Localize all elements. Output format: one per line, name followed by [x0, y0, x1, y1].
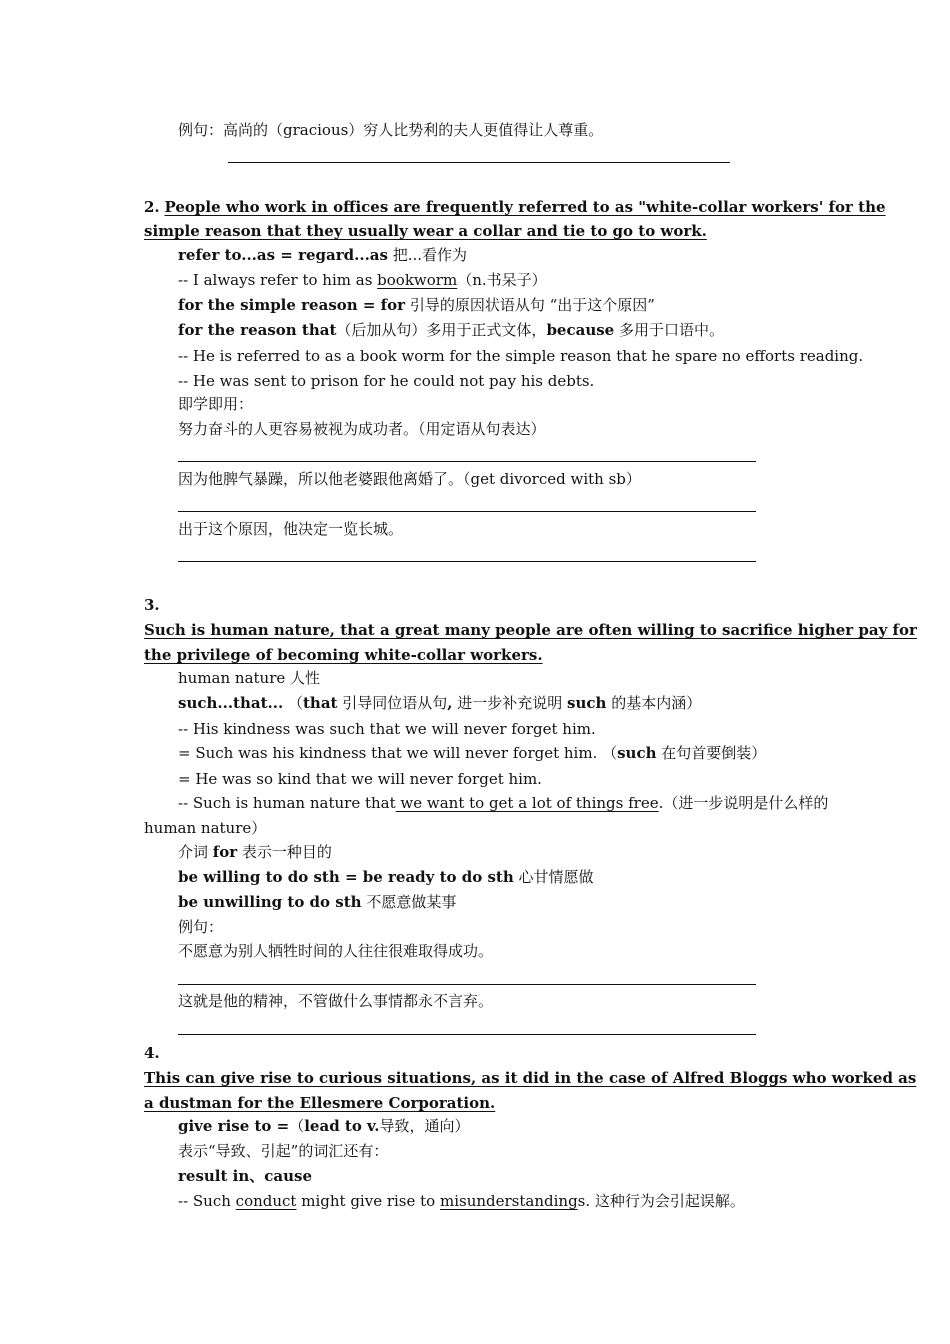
note-preposition-for — [178, 842, 332, 862]
phrase-refer-to — [178, 245, 467, 265]
example-sentence — [178, 1191, 745, 1211]
text: （n.书呆子） — [457, 271, 547, 289]
heading-text: This can give rise to curious situations, as it did in the case of Alfred Bloggs who worked as — [144, 1069, 917, 1087]
text: = Such was his kindness that we will never forget him. （ — [178, 744, 618, 762]
bold-phrase: lead to v. — [304, 1117, 380, 1135]
heading-text: a dustman for the Ellesmere Corporation. — [144, 1094, 496, 1112]
section-2-heading-cont — [144, 221, 707, 241]
section-4-heading — [144, 1068, 916, 1088]
bold-phrase: for — [212, 843, 238, 861]
bold-phrase: such...that... — [178, 694, 284, 712]
underlined-phrase: we want to get a lot of things free — [395, 794, 659, 812]
example-sentence: -- He is referred to as a book worm for the simple reason that he spare no efforts reading. — [178, 347, 864, 365]
phrase-give-rise-to — [178, 1116, 470, 1136]
practice-item: 不愿意为别人牺牲时间的人往往很难取得成功。 — [178, 942, 494, 960]
answer-blank-line — [178, 561, 756, 562]
text: .（进一步说明是什么样的 — [658, 794, 829, 812]
bold-phrase: be willing to do sth = be ready to do sth — [178, 868, 514, 886]
gloss: 导致，通向） — [379, 1117, 470, 1135]
bold-phrase: for the simple reason = for — [178, 296, 406, 314]
gloss: 引导的原因状语从句 “出于这个原因” — [405, 296, 655, 314]
heading-text: People who work in offices are frequently referred to as "white-collar workers' for the — [164, 198, 886, 216]
example-sentence: -- His kindness was such that we will never forget him. — [178, 720, 596, 738]
gloss: 多用于口语中。 — [614, 321, 724, 339]
bold-phrase: that — [303, 694, 338, 712]
note-synonyms: 表示“导致、引起”的词汇还有： — [178, 1142, 389, 1160]
example-label: 例句： — [178, 918, 224, 936]
bold-phrase: such — [567, 694, 607, 712]
synonym-list: result in、cause — [178, 1167, 312, 1185]
gloss: 的基本内涵） — [606, 694, 702, 712]
gloss: 不愿意做某事 — [361, 893, 457, 911]
section-3-heading-cont — [144, 645, 543, 665]
text: -- Such — [178, 1192, 236, 1210]
text: might give rise to — [296, 1192, 440, 1210]
example-sentence — [178, 743, 766, 763]
section-3-number: 3. — [144, 596, 160, 614]
example-bookworm — [178, 270, 547, 290]
practice-item: 出于这个原因，他决定一览长城。 — [178, 520, 404, 538]
bold-phrase: refer to...as = regard...as — [178, 246, 388, 264]
answer-blank-line — [178, 511, 756, 512]
phrase-such-that — [178, 693, 701, 713]
gloss: （ — [289, 1117, 305, 1135]
answer-blank-line — [178, 1034, 756, 1035]
bold-phrase: , — [447, 694, 453, 712]
bold-phrase: be unwilling to do sth — [178, 893, 362, 911]
section-4-number: 4. — [144, 1044, 160, 1062]
example-sentence: 例句：高尚的（gracious）穷人比势利的夫人更值得让人尊重。 — [178, 121, 604, 139]
example-sentence — [178, 793, 828, 813]
text: -- I always refer to him as — [178, 271, 378, 289]
phrase-be-unwilling — [178, 892, 456, 912]
gloss: （后加从句）多用于正式文体， — [336, 321, 547, 339]
gloss: 把...看作为 — [387, 246, 468, 264]
phrase-human-nature: human nature 人性 — [178, 669, 321, 687]
text: 表示一种目的 — [237, 843, 332, 861]
text: 在句首要倒装） — [656, 744, 767, 762]
gloss: 进一步补充说明 — [452, 694, 568, 712]
text: -- Such is human nature that — [178, 794, 396, 812]
practice-label: 即学即用： — [178, 395, 254, 413]
answer-blank-line — [228, 162, 730, 163]
gloss: （ — [283, 694, 303, 712]
section-4-heading-cont — [144, 1093, 495, 1113]
underlined-word: bookworm — [377, 271, 458, 289]
example-sentence: = He was so kind that we will never forget him. — [178, 770, 542, 788]
answer-blank-line — [178, 984, 756, 985]
practice-item: 因为他脾气暴躁，所以他老婆跟他离婚了。（get divorced with sb） — [178, 470, 641, 488]
phrase-be-willing — [178, 867, 594, 887]
practice-item: 努力奋斗的人更容易被视为成功者。（用定语从句表达） — [178, 420, 546, 438]
bold-phrase: for the reason that — [178, 321, 337, 339]
example-sentence-cont: human nature） — [144, 819, 267, 837]
bold-phrase: such — [617, 744, 657, 762]
section-2-heading — [144, 197, 886, 217]
phrase-for-the-simple-reason — [178, 295, 655, 315]
phrase-for-the-reason-that — [178, 320, 724, 340]
heading-text: Such is human nature, that a great many people are often willing to sacrifice higher pay for — [144, 621, 917, 639]
bold-phrase: give rise to = — [178, 1117, 290, 1135]
bold-phrase: because — [546, 321, 615, 339]
underlined-word: misunderstanding — [439, 1192, 578, 1210]
example-sentence: -- He was sent to prison for he could not pay his debts. — [178, 372, 595, 390]
gloss: 引导同位语从句 — [337, 694, 448, 712]
heading-text: simple reason that they usually wear a collar and tie to go to work. — [144, 222, 707, 240]
text: s. 这种行为会引起误解。 — [577, 1192, 745, 1210]
gloss: 心甘情愿做 — [513, 868, 594, 886]
text: 介词 — [178, 843, 213, 861]
section-3-heading — [144, 620, 917, 640]
answer-blank-line — [178, 461, 756, 462]
heading-text: the privilege of becoming white-collar workers. — [144, 646, 543, 664]
section-number: 2. — [144, 198, 160, 216]
underlined-word: conduct — [235, 1192, 297, 1210]
practice-item: 这就是他的精神，不管做什么事情都永不言弃。 — [178, 992, 494, 1010]
